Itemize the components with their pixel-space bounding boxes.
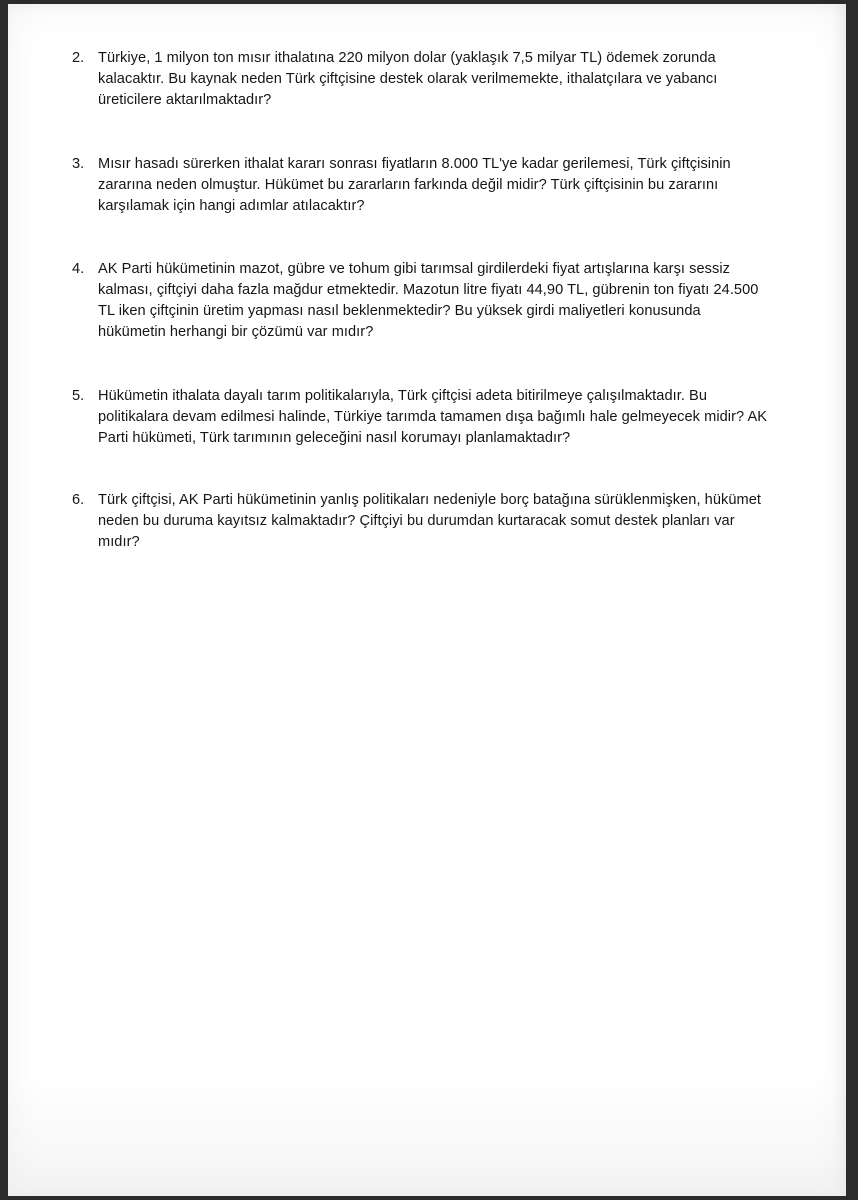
- question-line: karşılamak için hangi adımlar atılacaktır?: [98, 198, 365, 214]
- question-line: Mısır hasadı sürerken ithalat kararı sonrası fiyatların 8.000 TL'ye kadar gerilemesi, Türk çiftçisinin: [98, 156, 731, 172]
- question-line: TL iken çiftçinin üretim yapması nasıl beklenmektedir? Bu yüksek girdi maliyetleri konusunda: [98, 303, 701, 319]
- question-text: [98, 154, 812, 217]
- question-line: kalacaktır. Bu kaynak neden Türk çiftçisine destek olarak verilmemekte, ithalatçılara ve yabancı: [98, 71, 718, 87]
- question-line: mıdır?: [98, 534, 140, 550]
- question-number: 3.: [72, 156, 85, 172]
- question-line: AK Parti hükümetinin mazot, gübre ve tohum gibi tarımsal girdilerdeki fiyat artışlarına karşı sessiz: [98, 261, 730, 277]
- question-number: 4.: [72, 261, 85, 277]
- question-number: 2.: [72, 50, 85, 66]
- question-line: neden bu duruma kayıtsız kalmaktadır? Çiftçiyi bu durumdan kurtaracak somut destek planları var: [98, 513, 735, 529]
- question-line: politikalara devam edilmesi halinde, Türkiye tarımda tamamen dışa bağımlı hale gelmeyecek midir? AK: [98, 409, 768, 425]
- question-line: üreticilere aktarılmaktadır?: [98, 92, 272, 108]
- question-line: Parti hükümeti, Türk tarımının geleceğini nasıl korumayı planlamaktadır?: [98, 430, 571, 446]
- question-line: Türkiye, 1 milyon ton mısır ithalatına 220 milyon dolar (yaklaşık 7,5 milyar TL) ödemek zorunda: [98, 50, 716, 66]
- question-number: 6.: [72, 492, 85, 508]
- question-line: Türk çiftçisi, AK Parti hükümetinin yanlış politikaları nedeniyle borç batağına sürüklenmişken, hükümet: [98, 492, 761, 508]
- question-text: [98, 259, 812, 343]
- question-line: hükümetin herhangi bir çözümü var mıdır?: [98, 324, 374, 340]
- question-text: [98, 386, 812, 449]
- question-text: [98, 48, 812, 111]
- question-number: 5.: [72, 388, 85, 404]
- question-line: kalması, çiftçiyi daha fazla mağdur etmektedir. Mazotun litre fiyatı 44,90 TL, gübrenin ton fiyatı 24.500: [98, 282, 759, 298]
- question-text: [98, 490, 812, 553]
- document-page: [8, 4, 846, 1196]
- question-line: Hükümetin ithalata dayalı tarım politikalarıyla, Türk çiftçisi adeta bitirilmeye çalışılmaktadır. Bu: [98, 388, 707, 404]
- question-line: zararına neden olmuştur. Hükümet bu zararların farkında değil midir? Türk çiftçisinin bu zararını: [98, 177, 719, 193]
